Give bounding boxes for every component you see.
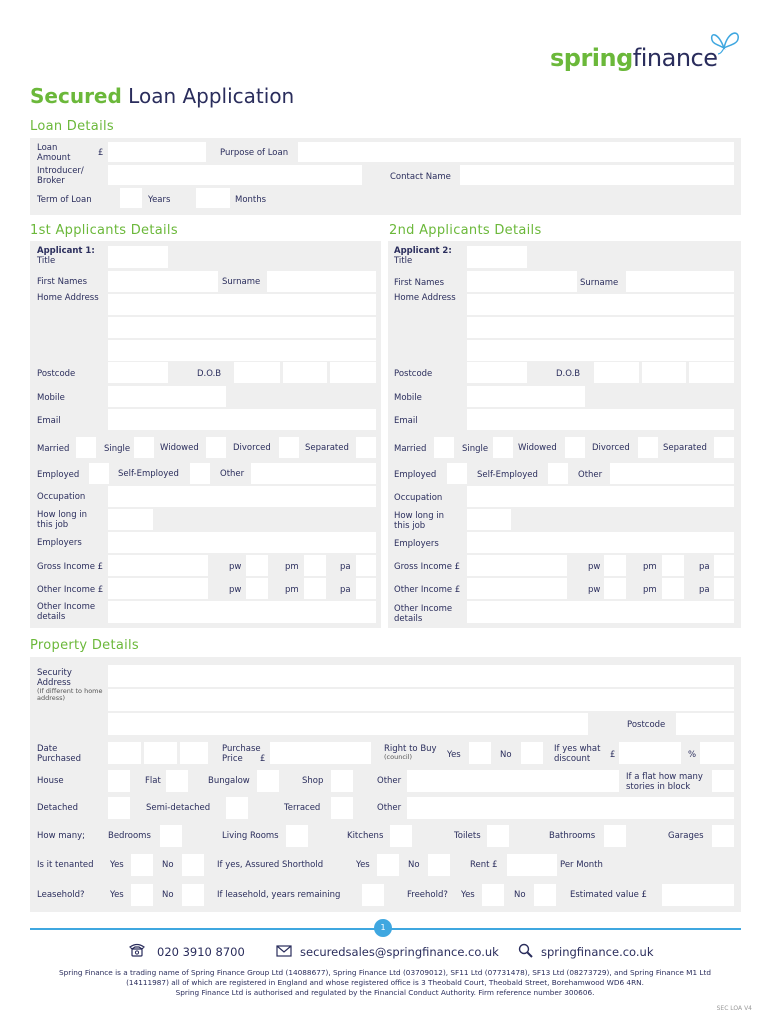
- security-address-note: (If different to home address): [37, 687, 103, 702]
- garages-label: Garages: [668, 831, 704, 841]
- a1-other-income-label: Other Income £: [37, 585, 104, 595]
- assured-no-label: No: [408, 860, 420, 870]
- a1-occupation-input[interactable]: [108, 486, 376, 507]
- a2-divorced-label: Divorced: [592, 443, 630, 453]
- purchase-price-label: Purchase Price: [222, 744, 261, 764]
- section-applicant-1: 1st Applicants Details: [30, 223, 178, 238]
- toilets-input[interactable]: [487, 825, 509, 847]
- a1-other-income-details-input[interactable]: [108, 601, 376, 623]
- a2-married-checkbox[interactable]: [434, 437, 454, 458]
- a2-dob-year[interactable]: [689, 362, 734, 383]
- a2-email-input[interactable]: [467, 409, 734, 430]
- a1-gross-pa-label: pa: [340, 562, 351, 572]
- date-purchased-label: Date Purchased: [37, 744, 81, 764]
- a2-title-input[interactable]: [467, 246, 527, 268]
- legal-fca: Spring Finance Ltd is authorised and regulated by the Financial Conduct Authority. Firm reference number 300606.: [175, 988, 595, 997]
- rent-input[interactable]: [507, 854, 557, 876]
- a1-title-label: Title: [37, 256, 56, 266]
- a2-employed-label: Employed: [394, 470, 437, 480]
- section-property-details: Property Details: [30, 638, 140, 653]
- a1-address-line-1[interactable]: [108, 294, 376, 315]
- property-type-other-label: Other: [377, 776, 402, 786]
- kitchens-label: Kitchens: [347, 831, 384, 841]
- a1-gross-pm-checkbox[interactable]: [304, 555, 326, 576]
- terraced-label: Terraced: [284, 803, 321, 813]
- leasehold-yes-checkbox[interactable]: [131, 884, 153, 906]
- a1-first-names-label: First Names: [37, 277, 88, 287]
- a2-gross-pm-checkbox[interactable]: [662, 555, 684, 576]
- detached-checkbox[interactable]: [108, 797, 130, 819]
- a2-widowed-label: Widowed: [518, 443, 557, 453]
- a2-other-input[interactable]: [610, 463, 734, 484]
- security-address-line-3[interactable]: [108, 713, 588, 735]
- a1-separated-checkbox[interactable]: [356, 437, 376, 458]
- a2-single-label: Single: [462, 444, 489, 454]
- a2-self-employed-label: Self-Employed: [477, 470, 538, 480]
- a1-mobile-label: Mobile: [37, 393, 65, 403]
- a1-how-long-label: How long in this job: [37, 510, 88, 530]
- estimated-value-label: Estimated value £: [570, 890, 647, 900]
- a1-gross-pw-checkbox[interactable]: [246, 555, 268, 576]
- a2-first-names-input[interactable]: [467, 271, 577, 292]
- garages-input[interactable]: [712, 825, 734, 847]
- discount-percent-input[interactable]: [700, 742, 734, 764]
- assured-yes-label: Yes: [356, 860, 370, 870]
- council-note: (council): [384, 753, 413, 761]
- purpose-input[interactable]: [298, 142, 734, 162]
- freehold-label: Freehold?: [407, 890, 448, 900]
- living-rooms-label: Living Rooms: [222, 831, 279, 841]
- semi-detached-checkbox[interactable]: [226, 797, 248, 819]
- a2-gross-pw-label: pw: [588, 562, 601, 572]
- tenanted-no-label: No: [162, 860, 174, 870]
- percent-label: %: [688, 750, 697, 760]
- a1-gross-pm-label: pm: [285, 562, 299, 572]
- a1-home-address-label: Home Address: [37, 293, 99, 303]
- discount-label: If yes what discount: [554, 744, 601, 764]
- a2-other-pa-label: pa: [699, 585, 710, 595]
- estimated-value-input[interactable]: [662, 884, 734, 906]
- a2-dob-label: D.O.B: [556, 369, 581, 379]
- bungalow-label: Bungalow: [208, 776, 250, 786]
- security-postcode-label: Postcode: [627, 720, 666, 730]
- section-loan-details: Loan Details: [30, 119, 114, 134]
- freehold-yes-checkbox[interactable]: [482, 884, 504, 906]
- property-type-other-input[interactable]: [407, 770, 619, 792]
- a1-widowed-label: Widowed: [160, 443, 199, 453]
- bungalow-checkbox[interactable]: [257, 770, 279, 792]
- search-icon: [518, 943, 533, 958]
- a1-occupation-label: Occupation: [37, 492, 86, 502]
- a2-how-long-input[interactable]: [467, 509, 511, 530]
- freehold-no-label: No: [514, 890, 526, 900]
- a2-other-income-input[interactable]: [467, 578, 567, 599]
- rent-label: Rent £: [470, 860, 498, 870]
- applicant-2-heading: Applicant 2:: [394, 246, 452, 256]
- a1-how-long-input[interactable]: [108, 509, 153, 530]
- bedrooms-input[interactable]: [160, 825, 182, 847]
- term-years-input[interactable]: [120, 188, 142, 208]
- a2-gross-pa-checkbox[interactable]: [714, 555, 734, 576]
- footer-phone: 020 3910 8700: [157, 945, 245, 959]
- a2-self-employed-checkbox[interactable]: [548, 463, 568, 484]
- toilets-label: Toilets: [454, 831, 481, 841]
- document-reference: SEC LOA V4: [716, 1005, 752, 1012]
- phone-icon: [128, 943, 146, 957]
- page-title: [30, 84, 294, 108]
- term-label: Term of Loan: [37, 195, 92, 205]
- footer-website[interactable]: springfinance.co.uk: [541, 945, 654, 959]
- a1-postcode-input[interactable]: [108, 362, 168, 383]
- months-label: Months: [235, 195, 267, 205]
- security-address-label: Security Address: [37, 668, 72, 688]
- a2-other-pa-checkbox[interactable]: [714, 578, 734, 599]
- assured-no-checkbox[interactable]: [428, 854, 450, 876]
- page-number: 1: [374, 919, 392, 937]
- a1-gross-pw-label: pw: [229, 562, 242, 572]
- a1-postcode-label: Postcode: [37, 369, 76, 379]
- leasehold-no-checkbox[interactable]: [182, 884, 204, 906]
- years-remaining-label: If leasehold, years remaining: [217, 890, 341, 900]
- legal-registration: Spring Finance is a trading name of Spring Finance Group Ltd (14088677), Spring Finance Ltd (03709012), SF11 Ltd (07731478), SF13 Ltd (08273729), and Spring Finance M1 Ltd (14111987) all of which are registered in England and whose registered office is 3 Theobald Court, Theobald Street, Borehamwood WD6 4RN.: [59, 968, 711, 987]
- detached-label: Detached: [37, 803, 79, 813]
- a1-dob-day[interactable]: [234, 362, 280, 383]
- a1-email-input[interactable]: [108, 409, 376, 430]
- section-applicant-2: 2nd Applicants Details: [389, 223, 542, 238]
- leasehold-yes-label: Yes: [110, 890, 124, 900]
- a2-address-line-3[interactable]: [467, 340, 734, 361]
- years-label: Years: [148, 195, 171, 205]
- a2-title-label: Title: [394, 256, 413, 266]
- purpose-label: Purpose of Loan: [220, 148, 289, 158]
- a1-widowed-checkbox[interactable]: [206, 437, 226, 458]
- how-many-label: How many;: [37, 831, 86, 841]
- purchase-price-currency: £: [260, 754, 266, 764]
- a2-mobile-input[interactable]: [467, 386, 585, 407]
- purchase-price-input[interactable]: [270, 742, 371, 764]
- a1-single-checkbox[interactable]: [134, 437, 154, 458]
- introducer-label: Introducer/ Broker: [37, 166, 84, 186]
- a2-other-income-details-input[interactable]: [467, 601, 734, 623]
- bathrooms-label: Bathrooms: [549, 831, 596, 841]
- a2-occupation-label: Occupation: [394, 493, 443, 503]
- leasehold-label: Leasehold?: [37, 890, 85, 900]
- date-purchased-year[interactable]: [180, 742, 208, 764]
- a1-married-label: Married: [37, 444, 70, 454]
- a1-title-input[interactable]: [108, 246, 168, 268]
- a2-postcode-label: Postcode: [394, 369, 433, 379]
- is-tenanted-label: Is it tenanted: [37, 860, 94, 870]
- date-purchased-day[interactable]: [108, 742, 141, 764]
- a1-address-line-2[interactable]: [108, 317, 376, 338]
- a2-home-address-label: Home Address: [394, 293, 456, 303]
- terraced-checkbox[interactable]: [331, 797, 353, 819]
- a1-single-label: Single: [104, 444, 131, 454]
- a2-occupation-input[interactable]: [467, 486, 734, 507]
- a2-other-income-label: Other Income £: [394, 585, 461, 595]
- rtb-no-checkbox[interactable]: [521, 742, 543, 764]
- butterfly-logo-icon: [708, 26, 742, 56]
- a1-employed-label: Employed: [37, 470, 80, 480]
- spring-finance-logo: [550, 44, 718, 72]
- per-month-label: Per Month: [560, 860, 603, 870]
- a2-employers-label: Employers: [394, 539, 439, 549]
- house-label: House: [37, 776, 64, 786]
- a1-other-pm-label: pm: [285, 585, 299, 595]
- a2-single-checkbox[interactable]: [493, 437, 513, 458]
- a2-surname-input[interactable]: [626, 271, 734, 292]
- discount-currency: £: [610, 750, 616, 760]
- a2-divorced-checkbox[interactable]: [638, 437, 658, 458]
- a1-surname-label: Surname: [222, 277, 261, 287]
- date-purchased-month[interactable]: [144, 742, 177, 764]
- kitchens-input[interactable]: [390, 825, 412, 847]
- a1-first-names-input[interactable]: [108, 271, 218, 292]
- a1-dob-label: D.O.B: [197, 369, 222, 379]
- security-address-line-2[interactable]: [108, 689, 734, 711]
- a2-gross-income-input[interactable]: [467, 555, 567, 576]
- a1-self-employed-checkbox[interactable]: [190, 463, 210, 484]
- a1-other-pw-checkbox[interactable]: [246, 578, 268, 599]
- introducer-input[interactable]: [108, 165, 362, 185]
- envelope-icon: [276, 945, 292, 957]
- tenanted-yes-label: Yes: [110, 860, 124, 870]
- tenanted-yes-checkbox[interactable]: [131, 854, 153, 876]
- a1-employers-input[interactable]: [108, 532, 376, 553]
- a1-gross-income-input[interactable]: [108, 555, 208, 576]
- style-other-input[interactable]: [407, 797, 734, 819]
- a2-gross-pm-label: pm: [643, 562, 657, 572]
- a1-self-employed-label: Self-Employed: [118, 469, 179, 479]
- a1-other-pm-checkbox[interactable]: [304, 578, 326, 599]
- years-remaining-input[interactable]: [362, 884, 384, 906]
- security-address-line-1[interactable]: [108, 665, 734, 687]
- contact-name-label: Contact Name: [390, 172, 451, 182]
- a2-employers-input[interactable]: [467, 532, 734, 553]
- a2-married-label: Married: [394, 444, 427, 454]
- house-checkbox[interactable]: [108, 770, 130, 792]
- a1-other-pa-label: pa: [340, 585, 351, 595]
- a1-address-line-3[interactable]: [108, 340, 376, 361]
- title-rest: Loan Application: [128, 84, 295, 108]
- bedrooms-label: Bedrooms: [108, 831, 151, 841]
- living-rooms-input[interactable]: [286, 825, 308, 847]
- tenanted-no-checkbox[interactable]: [182, 854, 204, 876]
- a2-how-long-label: How long in this job: [394, 511, 445, 531]
- style-other-label: Other: [377, 803, 402, 813]
- a2-address-line-1[interactable]: [467, 294, 734, 315]
- freehold-yes-label: Yes: [461, 890, 475, 900]
- flat-stories-input[interactable]: [712, 770, 734, 792]
- a2-separated-label: Separated: [663, 443, 707, 453]
- a1-mobile-input[interactable]: [108, 386, 226, 407]
- a1-other-input[interactable]: [251, 463, 376, 484]
- a1-employers-label: Employers: [37, 538, 82, 548]
- footer-email[interactable]: securedsales@springfinance.co.uk: [300, 945, 499, 959]
- right-to-buy-label: Right to Buy: [384, 744, 437, 754]
- a1-email-label: Email: [37, 416, 61, 426]
- flat-checkbox[interactable]: [166, 770, 188, 792]
- a2-other-label: Other: [578, 470, 603, 480]
- logo-finance: finance: [632, 44, 718, 72]
- logo-spring: spring: [550, 44, 633, 72]
- assured-shorthold-label: If yes, Assured Shorthold: [217, 860, 324, 870]
- rtb-no-label: No: [500, 750, 512, 760]
- a2-gross-income-label: Gross Income £: [394, 562, 461, 572]
- semi-detached-label: Semi-detached: [146, 803, 211, 813]
- a2-gross-pw-checkbox[interactable]: [604, 555, 626, 576]
- security-postcode-input[interactable]: [676, 713, 734, 735]
- loan-amount-label: Loan Amount: [37, 143, 71, 163]
- assured-yes-checkbox[interactable]: [377, 854, 399, 876]
- discount-amount-input[interactable]: [619, 742, 681, 764]
- a2-other-pm-label: pm: [643, 585, 657, 595]
- a2-dob-day[interactable]: [594, 362, 639, 383]
- a1-divorced-label: Divorced: [233, 443, 271, 453]
- a2-other-pm-checkbox[interactable]: [662, 578, 684, 599]
- a2-other-pw-checkbox[interactable]: [604, 578, 626, 599]
- legal-text: [40, 968, 730, 998]
- a1-separated-label: Separated: [305, 443, 349, 453]
- a1-surname-input[interactable]: [267, 271, 376, 292]
- a1-other-pa-checkbox[interactable]: [356, 578, 376, 599]
- rtb-yes-label: Yes: [447, 750, 461, 760]
- a1-other-pw-label: pw: [229, 585, 242, 595]
- applicant-1-heading: Applicant 1:: [37, 246, 95, 256]
- a1-employed-checkbox[interactable]: [89, 463, 109, 484]
- term-months-input[interactable]: [196, 188, 230, 208]
- a2-address-line-2[interactable]: [467, 317, 734, 338]
- freehold-no-checkbox[interactable]: [534, 884, 556, 906]
- a2-widowed-checkbox[interactable]: [565, 437, 585, 458]
- a1-gross-income-label: Gross Income £: [37, 562, 104, 572]
- a2-other-income-details-label: Other Income details: [394, 604, 453, 624]
- a2-employed-checkbox[interactable]: [447, 463, 467, 484]
- shop-label: Shop: [302, 776, 324, 786]
- a1-dob-year[interactable]: [330, 362, 376, 383]
- a1-divorced-checkbox[interactable]: [279, 437, 299, 458]
- a2-gross-pa-label: pa: [699, 562, 710, 572]
- a1-other-income-details-label: Other Income details: [37, 602, 96, 622]
- a2-postcode-input[interactable]: [467, 362, 527, 383]
- a2-surname-label: Surname: [580, 278, 619, 288]
- a2-first-names-label: First Names: [394, 278, 445, 288]
- a1-other-income-input[interactable]: [108, 578, 208, 599]
- a2-other-pw-label: pw: [588, 585, 601, 595]
- a1-other-label: Other: [220, 469, 245, 479]
- a2-mobile-label: Mobile: [394, 393, 422, 403]
- title-secured: Secured: [30, 84, 122, 108]
- loan-amount-input[interactable]: [108, 142, 206, 162]
- a1-gross-pa-checkbox[interactable]: [356, 555, 376, 576]
- a2-dob-month[interactable]: [642, 362, 686, 383]
- a2-separated-checkbox[interactable]: [714, 437, 734, 458]
- flat-label: Flat: [145, 776, 161, 786]
- a2-email-label: Email: [394, 416, 418, 426]
- contact-name-input[interactable]: [460, 165, 734, 185]
- shop-checkbox[interactable]: [331, 770, 353, 792]
- a1-married-checkbox[interactable]: [76, 437, 96, 458]
- leasehold-no-label: No: [162, 890, 174, 900]
- a1-dob-month[interactable]: [283, 362, 327, 383]
- rtb-yes-checkbox[interactable]: [469, 742, 491, 764]
- loan-currency: £: [98, 148, 104, 158]
- bathrooms-input[interactable]: [604, 825, 626, 847]
- flat-stories-label: If a flat how many stories in block: [626, 772, 703, 792]
